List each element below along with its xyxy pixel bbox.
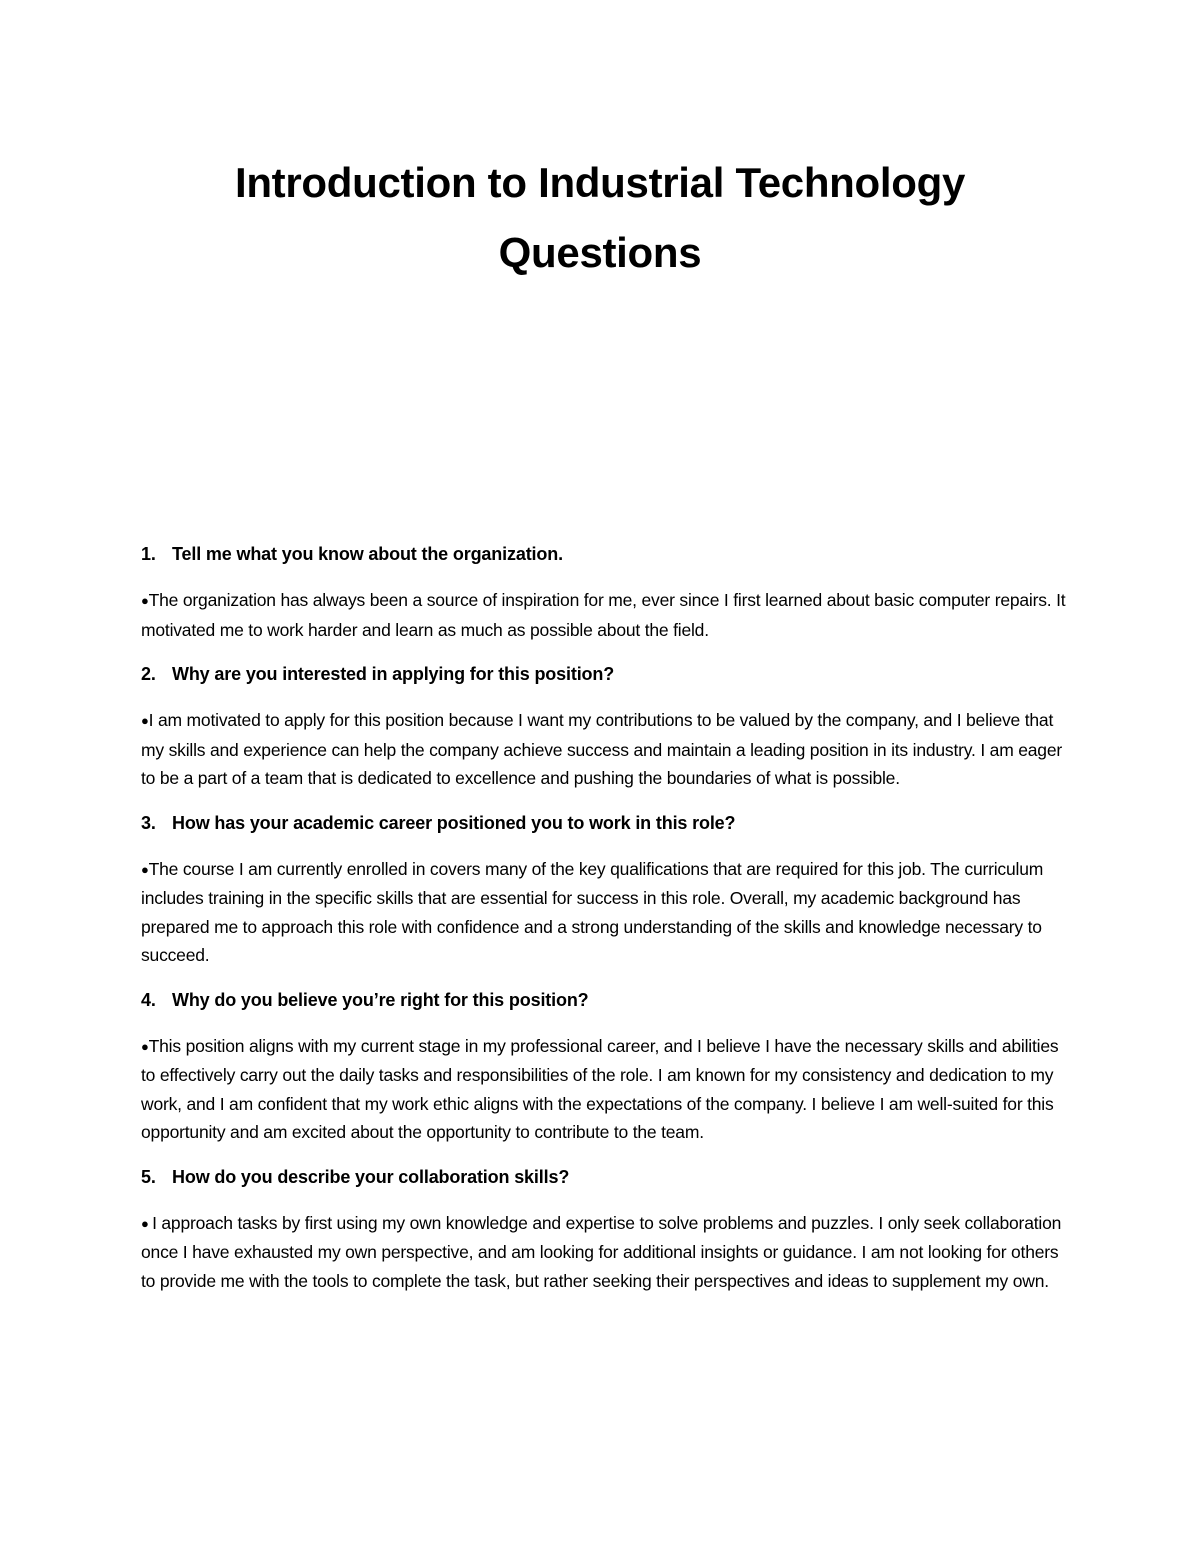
answer-paragraph [141, 1032, 1066, 1147]
question-heading [141, 540, 1066, 568]
question-text: Why are you interested in applying for this position? [172, 664, 615, 684]
question-number: 3. [141, 812, 156, 833]
question-number: 4. [141, 989, 156, 1010]
question-answer-list [141, 540, 1066, 1311]
question-heading [141, 809, 1066, 837]
answer-text: The course I am currently enrolled in covers many of the key qualifications that are required for this job. The curriculum includes training in the specific skills that are essential for success in this role. Overall, my academic background has prepared me to approach this role with confidence and a strong understanding of the skills and knowledge necessary to succeed. [141, 858, 1044, 965]
question-text: Why do you believe you’re right for this position? [172, 989, 589, 1010]
question-text: How do you describe your collaboration skills? [172, 1166, 570, 1187]
bullet-icon: ● [141, 713, 149, 728]
bullet-icon: ● [141, 1038, 149, 1054]
qa-item-2 [141, 660, 1066, 793]
document-title [140, 148, 1060, 288]
question-heading [141, 986, 1066, 1014]
answer-text: I am motivated to apply for this position because I want my contributions to be valued by the company, and I believe that my skills and experience can help the company achieve success and maintain a leading position in its industry. I am eager to be a part of a team that is dedicated to excellence and pushing the boundaries of what is possible. [141, 710, 1062, 788]
question-number: 2. [141, 664, 156, 684]
qa-item-1 [141, 540, 1066, 644]
question-number: 1. [141, 544, 156, 564]
bullet-icon: ● [141, 593, 149, 608]
qa-item-4 [141, 986, 1066, 1147]
answer-paragraph [141, 586, 1066, 644]
answer-text: I approach tasks by first using my own knowledge and expertise to solve problems and puzzles. I only seek collaboration once I have exhausted my own perspective, and am looking for additional insights or guidance. I am not looking for others to provide me with the tools to complete the task, but rather seeking their perspectives and ideas to supplement my own. [141, 1212, 1062, 1291]
question-heading [141, 660, 1066, 688]
qa-item-3 [141, 809, 1066, 970]
document-title-line-1: Introduction to Industrial Technology [234, 159, 966, 206]
answer-paragraph [141, 855, 1066, 970]
bullet-icon: ● [141, 1215, 153, 1231]
qa-item-5 [141, 1163, 1066, 1296]
answer-text: The organization has always been a source of inspiration for me, ever since I first learned about basic computer repairs. It motivated me to work harder and learn as much as possible about the field. [141, 590, 1066, 640]
question-number: 5. [141, 1166, 156, 1187]
answer-text: This position aligns with my current stage in my professional career, and I believe I have the necessary skills and abilities to effectively carry out the daily tasks and responsibilities of the role. I am known for my consistency and dedication to my work, and I am confident that my work ethic aligns with the expectations of the company. I believe I am well-suited for this opportunity and am excited about the opportunity to contribute to the team. [141, 1035, 1059, 1142]
bullet-icon: ● [141, 861, 149, 877]
answer-paragraph [141, 1209, 1066, 1296]
answer-paragraph [141, 706, 1066, 793]
question-text: Tell me what you know about the organization. [172, 544, 563, 564]
question-heading [141, 1163, 1066, 1191]
question-text: How has your academic career positioned you to work in this role? [172, 812, 736, 833]
document-title-line-2: Questions [498, 229, 702, 276]
